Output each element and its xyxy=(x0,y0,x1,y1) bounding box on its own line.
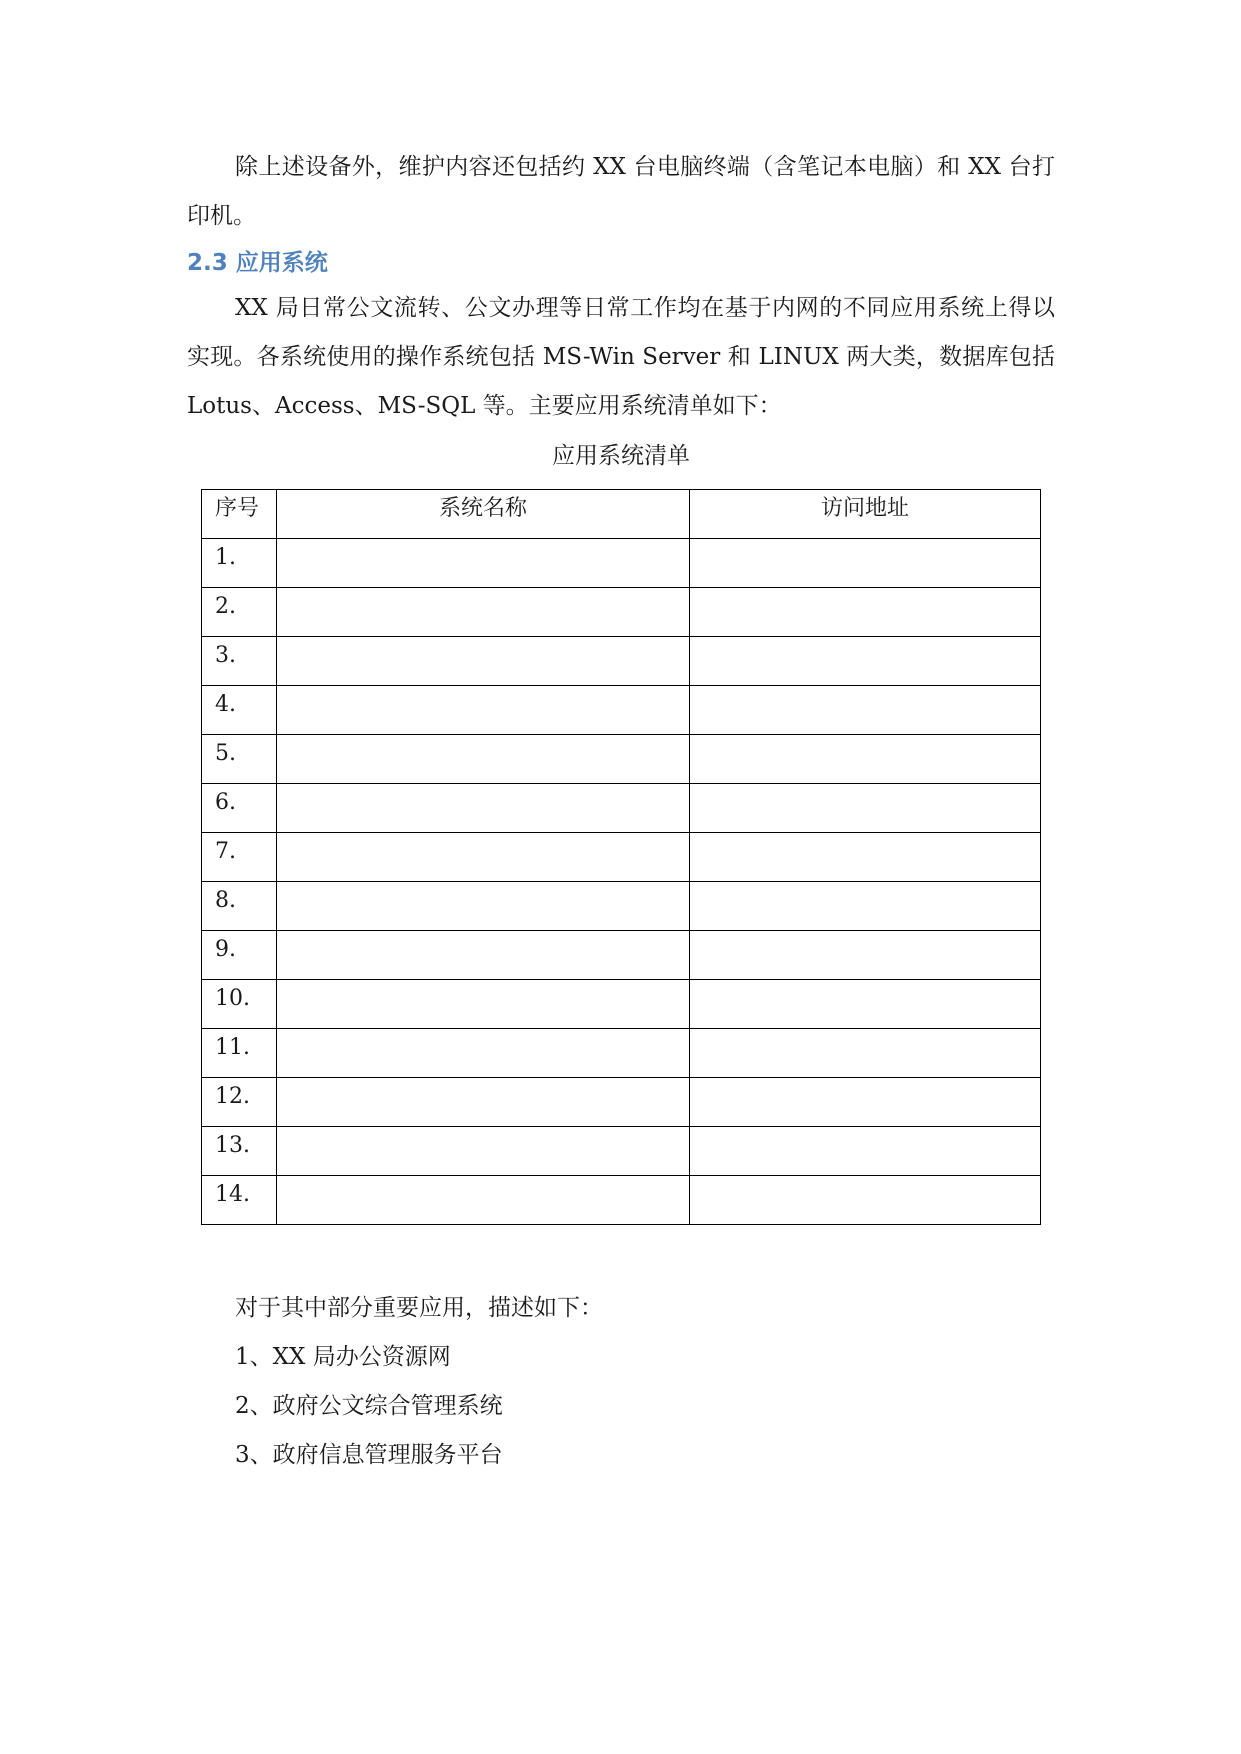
row-number-cell: 1. xyxy=(202,539,277,588)
table-row xyxy=(202,784,1041,833)
system-name-cell xyxy=(277,931,690,980)
access-address-cell xyxy=(690,686,1041,735)
system-name-cell xyxy=(277,1127,690,1176)
intro-text: 对于其中部分重要应用，描述如下： xyxy=(235,1295,603,1321)
table-row xyxy=(202,735,1041,784)
system-name-cell xyxy=(277,539,690,588)
table-body xyxy=(202,539,1041,1225)
access-address-cell xyxy=(690,784,1041,833)
header-access-address: 访问地址 xyxy=(690,490,1041,539)
list-item: 2、政府公文综合管理系统 xyxy=(235,1393,503,1419)
table-row xyxy=(202,833,1041,882)
table-row xyxy=(202,588,1041,637)
system-name-cell xyxy=(277,833,690,882)
access-address-cell xyxy=(690,637,1041,686)
system-name-cell xyxy=(277,1078,690,1127)
table-row xyxy=(202,882,1041,931)
table-caption: 应用系统清单 xyxy=(552,443,690,469)
row-number-cell: 3. xyxy=(202,637,277,686)
access-address-cell xyxy=(690,1127,1041,1176)
access-address-cell xyxy=(690,588,1041,637)
system-name-cell xyxy=(277,882,690,931)
row-number-cell: 9. xyxy=(202,931,277,980)
table-row xyxy=(202,637,1041,686)
table-row xyxy=(202,1176,1041,1225)
table-row xyxy=(202,686,1041,735)
access-address-cell xyxy=(690,1029,1041,1078)
list-item: 3、政府信息管理服务平台 xyxy=(235,1442,503,1468)
table-row xyxy=(202,1078,1041,1127)
table-header-row xyxy=(202,490,1041,539)
list-item: 1、XX 局办公资源网 xyxy=(235,1344,451,1370)
section-heading: 2.3 应用系统 xyxy=(187,250,328,276)
system-name-cell xyxy=(277,735,690,784)
table-row xyxy=(202,931,1041,980)
row-number-cell: 7. xyxy=(202,833,277,882)
access-address-cell xyxy=(690,539,1041,588)
system-name-cell xyxy=(277,1176,690,1225)
access-address-cell xyxy=(690,980,1041,1029)
access-address-cell xyxy=(690,735,1041,784)
row-number-cell: 8. xyxy=(202,882,277,931)
row-number-cell: 13. xyxy=(202,1127,277,1176)
system-name-cell xyxy=(277,637,690,686)
header-system-name: 系统名称 xyxy=(277,490,690,539)
access-address-cell xyxy=(690,882,1041,931)
row-number-cell: 12. xyxy=(202,1078,277,1127)
table-row xyxy=(202,1127,1041,1176)
row-number-cell: 14. xyxy=(202,1176,277,1225)
row-number-cell: 6. xyxy=(202,784,277,833)
table-row xyxy=(202,980,1041,1029)
row-number-cell: 11. xyxy=(202,1029,277,1078)
access-address-cell xyxy=(690,1078,1041,1127)
access-address-cell xyxy=(690,931,1041,980)
application-systems-table xyxy=(201,489,1041,1225)
header-seq: 序号 xyxy=(202,490,277,539)
access-address-cell xyxy=(690,1176,1041,1225)
system-name-cell xyxy=(277,686,690,735)
system-name-cell xyxy=(277,980,690,1029)
system-name-cell xyxy=(277,1029,690,1078)
system-name-cell xyxy=(277,784,690,833)
table-row xyxy=(202,1029,1041,1078)
table-row xyxy=(202,539,1041,588)
row-number-cell: 2. xyxy=(202,588,277,637)
system-name-cell xyxy=(277,588,690,637)
paragraph-systems: XX 局日常公文流转、公文办理等日常工作均在基于内网的不同应用系统上得以实现。各系统使用的操作系统包括 MS-Win Server 和 LINUX 两大类，数据库包括 Lotus、Access、MS-SQL 等。主要应用系统清单如下： xyxy=(187,295,1055,419)
paragraph-devices: 除上述设备外，维护内容还包括约 XX 台电脑终端（含笔记本电脑）和 XX 台打印机。 xyxy=(187,154,1055,229)
row-number-cell: 4. xyxy=(202,686,277,735)
row-number-cell: 5. xyxy=(202,735,277,784)
row-number-cell: 10. xyxy=(202,980,277,1029)
access-address-cell xyxy=(690,833,1041,882)
